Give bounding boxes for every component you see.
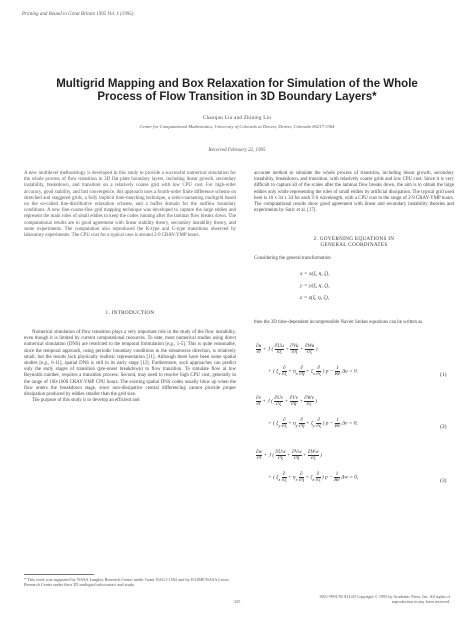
paper-title xyxy=(30,78,444,104)
equation-3-number: (3) xyxy=(440,478,447,484)
equation-1-number: (1) xyxy=(440,372,447,378)
equation-2-line-1: $\frac{\partial v}{\partial t}$ + J ( $\frac{\partial Uv}{\partial\xi}$ + $\frac{\partial Vv}{\partial\eta}$ + $\frac{\partial Wv}{\partial\zeta}$ ) xyxy=(256,395,318,407)
section-introduction-heading: 1. INTRODUCTION xyxy=(105,310,155,316)
section-heading-line-2: GENERAL COORDINATES xyxy=(320,242,388,248)
footnote: * This work was supported by NASA Langley Research Center under Grant NAG1-1592 and by ICOMP/NASA Lewis Research Center under their 3D multigrid subcontract and study. xyxy=(24,577,229,588)
section-heading-line-1: 2. GOVERNING EQUATIONS IN xyxy=(313,236,395,242)
journal-header: Printing and Bound in Great Britain 1995 Vol. 1 (1995) xyxy=(22,12,134,17)
section-governing-equations-heading xyxy=(254,236,454,248)
copyright-notice: 0021-9991/95 $12.00 Copyright © 1995 by Academic Press, Inc. All rights of reproduction in any form reserved. xyxy=(319,594,450,605)
equation-x: x = x(ξ, η, ζ), xyxy=(300,271,330,277)
equation-2-line-2: + ( $\xi_y$ $\frac{\partial}{\partial\xi}$ + $\eta_y$ $\frac{\partial}{\partial\eta}$ + $\zeta_y$ $\frac{\partial}{\partial\zeta}$ ) p − $\frac{1}{Re}$ Δv = 0, xyxy=(268,417,358,429)
introduction-paragraph-1: Numerical simulation of flow transition plays a very important role in the study of the flow instability, even though it is limited by current computational resources. To date, most numerical studies using direct numerical simulation (DNS) are restricted to the temporal formulation [e.g., 1-5]. This is quite reasonable, since the temporal approach, using periodic boundary conditions in the streamwise direction, is relatively small, but the results lack physically realistic representation [11]. Although there have been some spatial studies [e.g., 6-11], spatial DNS is still in its early stage [12]. Furthermore, such approaches can predict only the early stages of transition (pre-onset breakdown) to flow transition. To simulate flow at low Reynolds number, requires a transition process. Second, may need to resolve high CPU cost, generally in the range of 100-1600 CRAY-YMP CPU hours. The existing spatial DNS codes usually blow up when the flow enters the breakdown stage, since non-dissipative central differencing cannot provide proper dissipation produced by eddies smaller than the grid size. xyxy=(24,330,236,398)
equation-y: y = y(ξ, η, ζ), xyxy=(300,283,330,289)
equation-1-line-2: + ( $\xi_x$ $\frac{\partial}{\partial\xi}$ + $\eta_x$ $\frac{\partial}{\partial\eta}$ + $\zeta_x$ $\frac{\partial}{\partial\zeta}$ ) p − $\frac{1}{Re}$ Δu = 0. xyxy=(268,365,359,377)
introduction-text xyxy=(24,330,236,404)
received-date: Received February 22, 1995 xyxy=(208,148,266,153)
equation-1-line-1: $\frac{\partial u}{\partial t}$ + J ( $\frac{\partial Uu}{\partial\xi}$ + $\frac{\partial Vu}{\partial\eta}$ + $\frac{\partial Wu}{\partial\zeta}$ ) xyxy=(256,343,318,355)
right-column-intro: accurate method to simulate the whole process of transition, including linear growth, secondary instability, breakdown, and transition, with relatively coarse grids and low CPU cost. Since it is very difficult to capture all of the scales after the laminar flow breaks down, the aim is to obtain the large eddies only while representing the roles of small eddies by artificial dissipation. The typical grid used here is 16 x 34 x 34 for each T-S wavelength, with a CPU cost in the range of 2-9 CRAY-YMP hours. The computational results show good agreement with linear and secondary instability theories and experiments by Saric et al. [17]. xyxy=(254,171,454,214)
introduction-paragraph-2: The purpose of this study is to develop an efficient and xyxy=(32,398,140,404)
affiliation: Center for Computational Mathematics, University of Colorado at Denver, Denver, Colorado 80217-3364 xyxy=(139,124,335,129)
equation-3-line-1: $\frac{\partial w}{\partial t}$ + J ( $\frac{\partial Uw}{\partial\xi}$ + $\frac{\partial Vw}{\partial\eta}$ + $\frac{\partial Ww}{\partial\zeta}$ ) xyxy=(256,449,322,461)
footnote-rule xyxy=(24,574,94,575)
transformation-equations xyxy=(300,268,330,304)
navier-stokes-intro: then the 3D time-dependent incompressible Navier Stokes equations can be written as xyxy=(254,320,423,325)
equation-z: z = z(ξ, η, ζ), xyxy=(300,295,330,301)
abstract: A new multilevel methodology is developed in this study to provide a successful numerical simulation for the whole process of flow transition in 3D flat plate boundary layers, including linear growth, secondary instability, breakdown, and transition on a relatively coarse grid with low CPU cost. For high-order accuracy, good stability, and fast convergence, this approach uses a fourth-order finite difference scheme on stretched and staggered grids, a fully implicit time-marching technique, a semi-coarsening multigrid based on the so-called line-distributive relaxation scheme, and a buffer domain for the outflow boundary conditions. A new fine-coarse-fine grid mapping technique was developed to capture the large eddies and represent the main roles of small eddies to keep the codes running after the laminar flow breaks down. The computational results are in good agreement with linear stability theory, secondary instability theory, and some experiments. The computation also reproduced the K-type and C-type transitions observed by laboratory experiments. The CPU cost for a typical case is around 2-9 CRAY-YMP hours. xyxy=(24,171,236,239)
authors: Chaoqun Liu and Zhining Liu xyxy=(202,116,272,121)
title-line-2: Process of Flow Transition in 3D Boundary Layers* xyxy=(97,91,377,103)
equation-3-line-2: + ( $\xi_z$ $\frac{\partial}{\partial\xi}$ + $\eta_z$ $\frac{\partial}{\partial\eta}$ + $\zeta_z$ $\frac{\partial}{\partial\zeta}$ ) p − $\frac{1}{Re}$ Δw = 0, xyxy=(268,471,359,483)
transformation-text: Considering the general transformation xyxy=(254,256,331,261)
page-number: 325 xyxy=(233,599,241,604)
equation-2-number: (2) xyxy=(440,424,447,430)
title-line-1: Multigrid Mapping and Box Relaxation for Simulation of the Whole xyxy=(56,78,418,90)
